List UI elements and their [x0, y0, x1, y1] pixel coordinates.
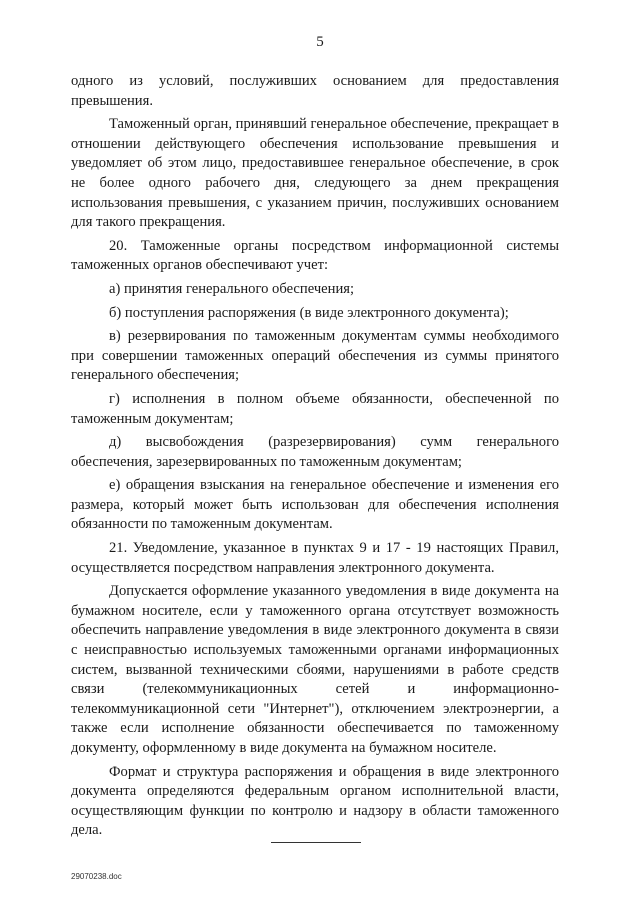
list-item: е) обращения взыскания на генеральное обеспечение и изменения его размера, который может быть использован для обеспечения исполнения обязанности по таможенным документам. — [71, 477, 559, 533]
list-item: г) исполнения в полном объеме обязанности, обеспеченной по таможенным документам; — [71, 390, 559, 427]
list-item: а) принятия генерального обеспечения; — [109, 280, 355, 297]
footer-filename: 29070238.doc — [71, 872, 122, 881]
paragraph: 21. Уведомление, указанное в пунктах 9 и 17 - 19 настоящих Правил, осуществляется посредством направления электронного документа. — [71, 540, 559, 576]
document-body — [71, 72, 559, 845]
paragraph: одного из условий, послуживших основанием для предоставления превышения. — [71, 73, 559, 109]
page-number: 5 — [316, 34, 324, 50]
list-item: в) резервирования по таможенным документам суммы необходимого при совершении таможенных операций обеспечения из суммы принятого генерального обеспечения; — [71, 328, 559, 384]
paragraph: 20. Таможенные органы посредством информационной системы таможенных органов обеспечивают учет: — [71, 237, 559, 274]
list-item: б) поступления распоряжения (в виде электронного документа); — [109, 304, 509, 321]
paragraph: Формат и структура распоряжения и обращения в виде электронного документа определяются федеральным органом исполнительной власти, осуществляющим функции по контролю и надзору в области таможенного дела. — [71, 763, 559, 839]
paragraph: Таможенный орган, принявший генеральное обеспечение, прекращает в отношении действующего обеспечения использование превышения и уведомляет об этом лицо, предоставившее генеральное обеспечение, в срок не более одного рабочего дня, следующего за днем прекращения использования превышения, с указанием причин, послуживших основанием для такого прекращения. — [71, 116, 559, 231]
closing-divider — [271, 842, 361, 843]
list-item: д) высвобождения (разрезервирования) сумм генерального обеспечения, зарезервированных по таможенным документам; — [71, 434, 559, 470]
paragraph: Допускается оформление указанного уведомления в виде документа на бумажном носителе, если у таможенного органа отсутствует возможность обеспечить направление уведомления в виде электронного документа в связи с неисправностью используемых таможенными органами информационных систем, вызванной техническими сбоями, нарушениями в работе средств связи (телекоммуникационных сетей и информационно-телекоммуникационной сети "Интернет"), отключением электроэнергии, а также если исполнение обязанности обеспечивается по таможенному документу, оформленному в виде документа на бумажном носителе. — [71, 583, 559, 756]
